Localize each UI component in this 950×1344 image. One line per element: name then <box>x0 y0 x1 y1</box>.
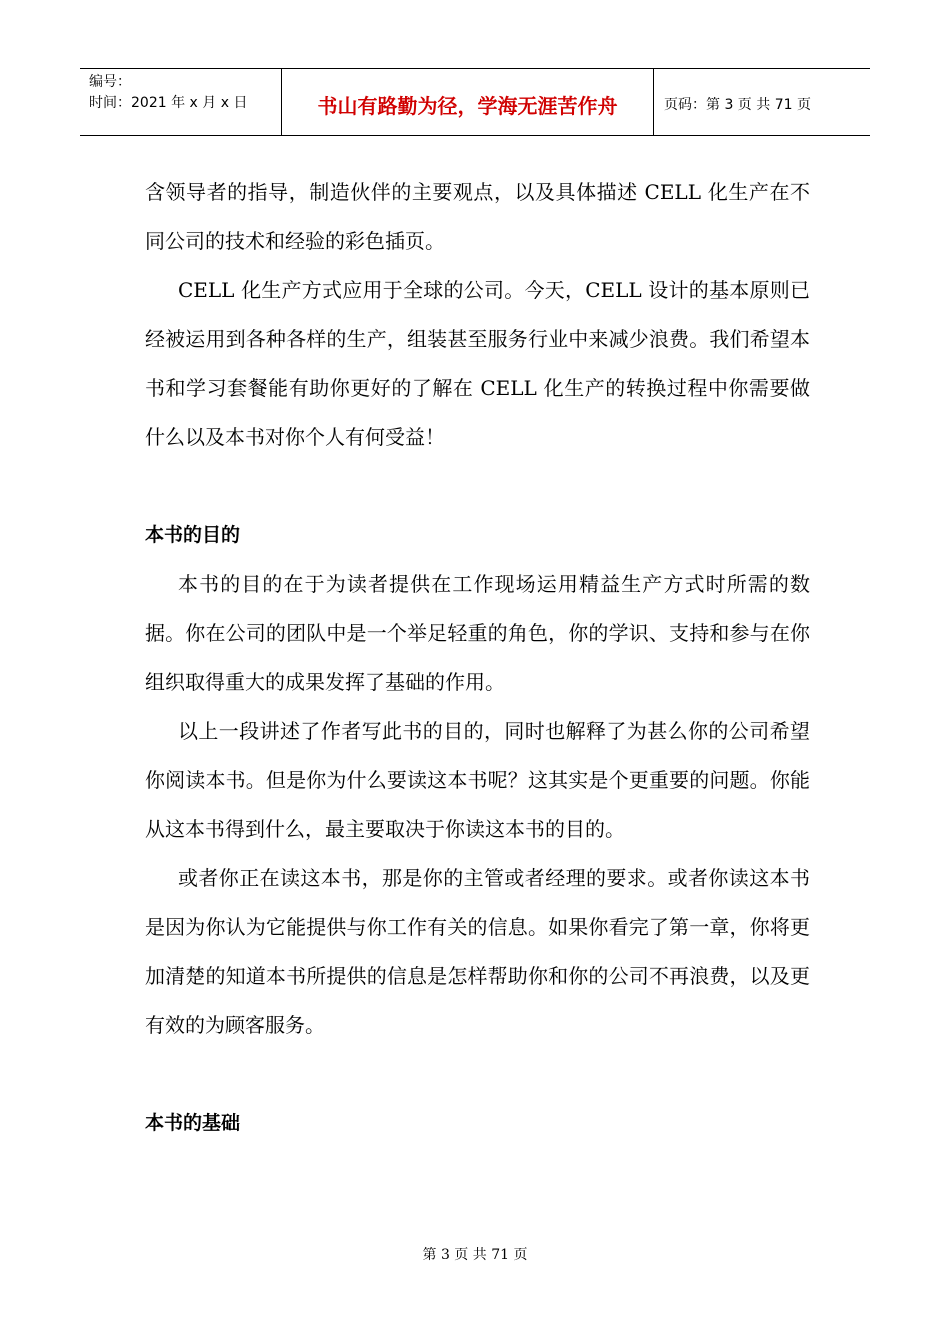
paragraph-2: CELL 化生产方式应用于全球的公司。今天，CELL 设计的基本原则已经被运用到各种各样的生产，组装甚至服务行业中来减少浪费。我们希望本书和学习套餐能有助你更好的了解在 CELL 化生产的转换过程中你需要做什么以及本书对你个人有何受益！ <box>145 278 810 449</box>
spacer <box>145 1050 810 1099</box>
paragraph-5: 或者你正在读这本书，那是你的主管或者经理的要求。或者你读这本书是因为你认为它能提供与你工作有关的信息。如果你看完了第一章，你将更加清楚的知道本书所提供的信息是怎样帮助你和你的公司不再浪费，以及更有效的为顾客服务。 <box>145 866 810 1037</box>
document-body <box>145 168 810 1148</box>
document-number-label: 编号： <box>89 74 131 90</box>
paragraph-3: 本书的目的在于为读者提供在工作现场运用精益生产方式时所需的数据。你在公司的团队中是一个举足轻重的角色，你的学识、支持和参与在你组织取得重大的成果发挥了基础的作用。 <box>145 572 810 694</box>
header-page-code: 页码：第 3 页 共 71 页 <box>664 97 811 113</box>
section-heading-basis: 本书的基础 <box>145 1112 241 1134</box>
page-footer: 第 3 页 共 71 页 <box>422 1247 528 1263</box>
header-motto: 书山有路勤为径，学海无涯苦作舟 <box>282 69 654 135</box>
paragraph-4: 以上一段讲述了作者写此书的目的，同时也解释了为甚么你的公司希望你阅读本书。但是你为什么要读这本书呢？这其实是个更重要的问题。你能从这本书得到什么，最主要取决于你读这本书的目的。 <box>145 719 810 841</box>
section-heading-purpose: 本书的目的 <box>145 524 241 546</box>
paragraph-1: 含领导者的指导，制造伙伴的主要观点，以及具体描述 CELL 化生产在不同公司的技术和经验的彩色插页。 <box>145 180 810 253</box>
page-header <box>80 68 870 136</box>
spacer <box>145 462 810 511</box>
document-date: 时间：2021 年 x 月 x 日 <box>89 95 248 111</box>
header-info-cell <box>80 69 282 135</box>
